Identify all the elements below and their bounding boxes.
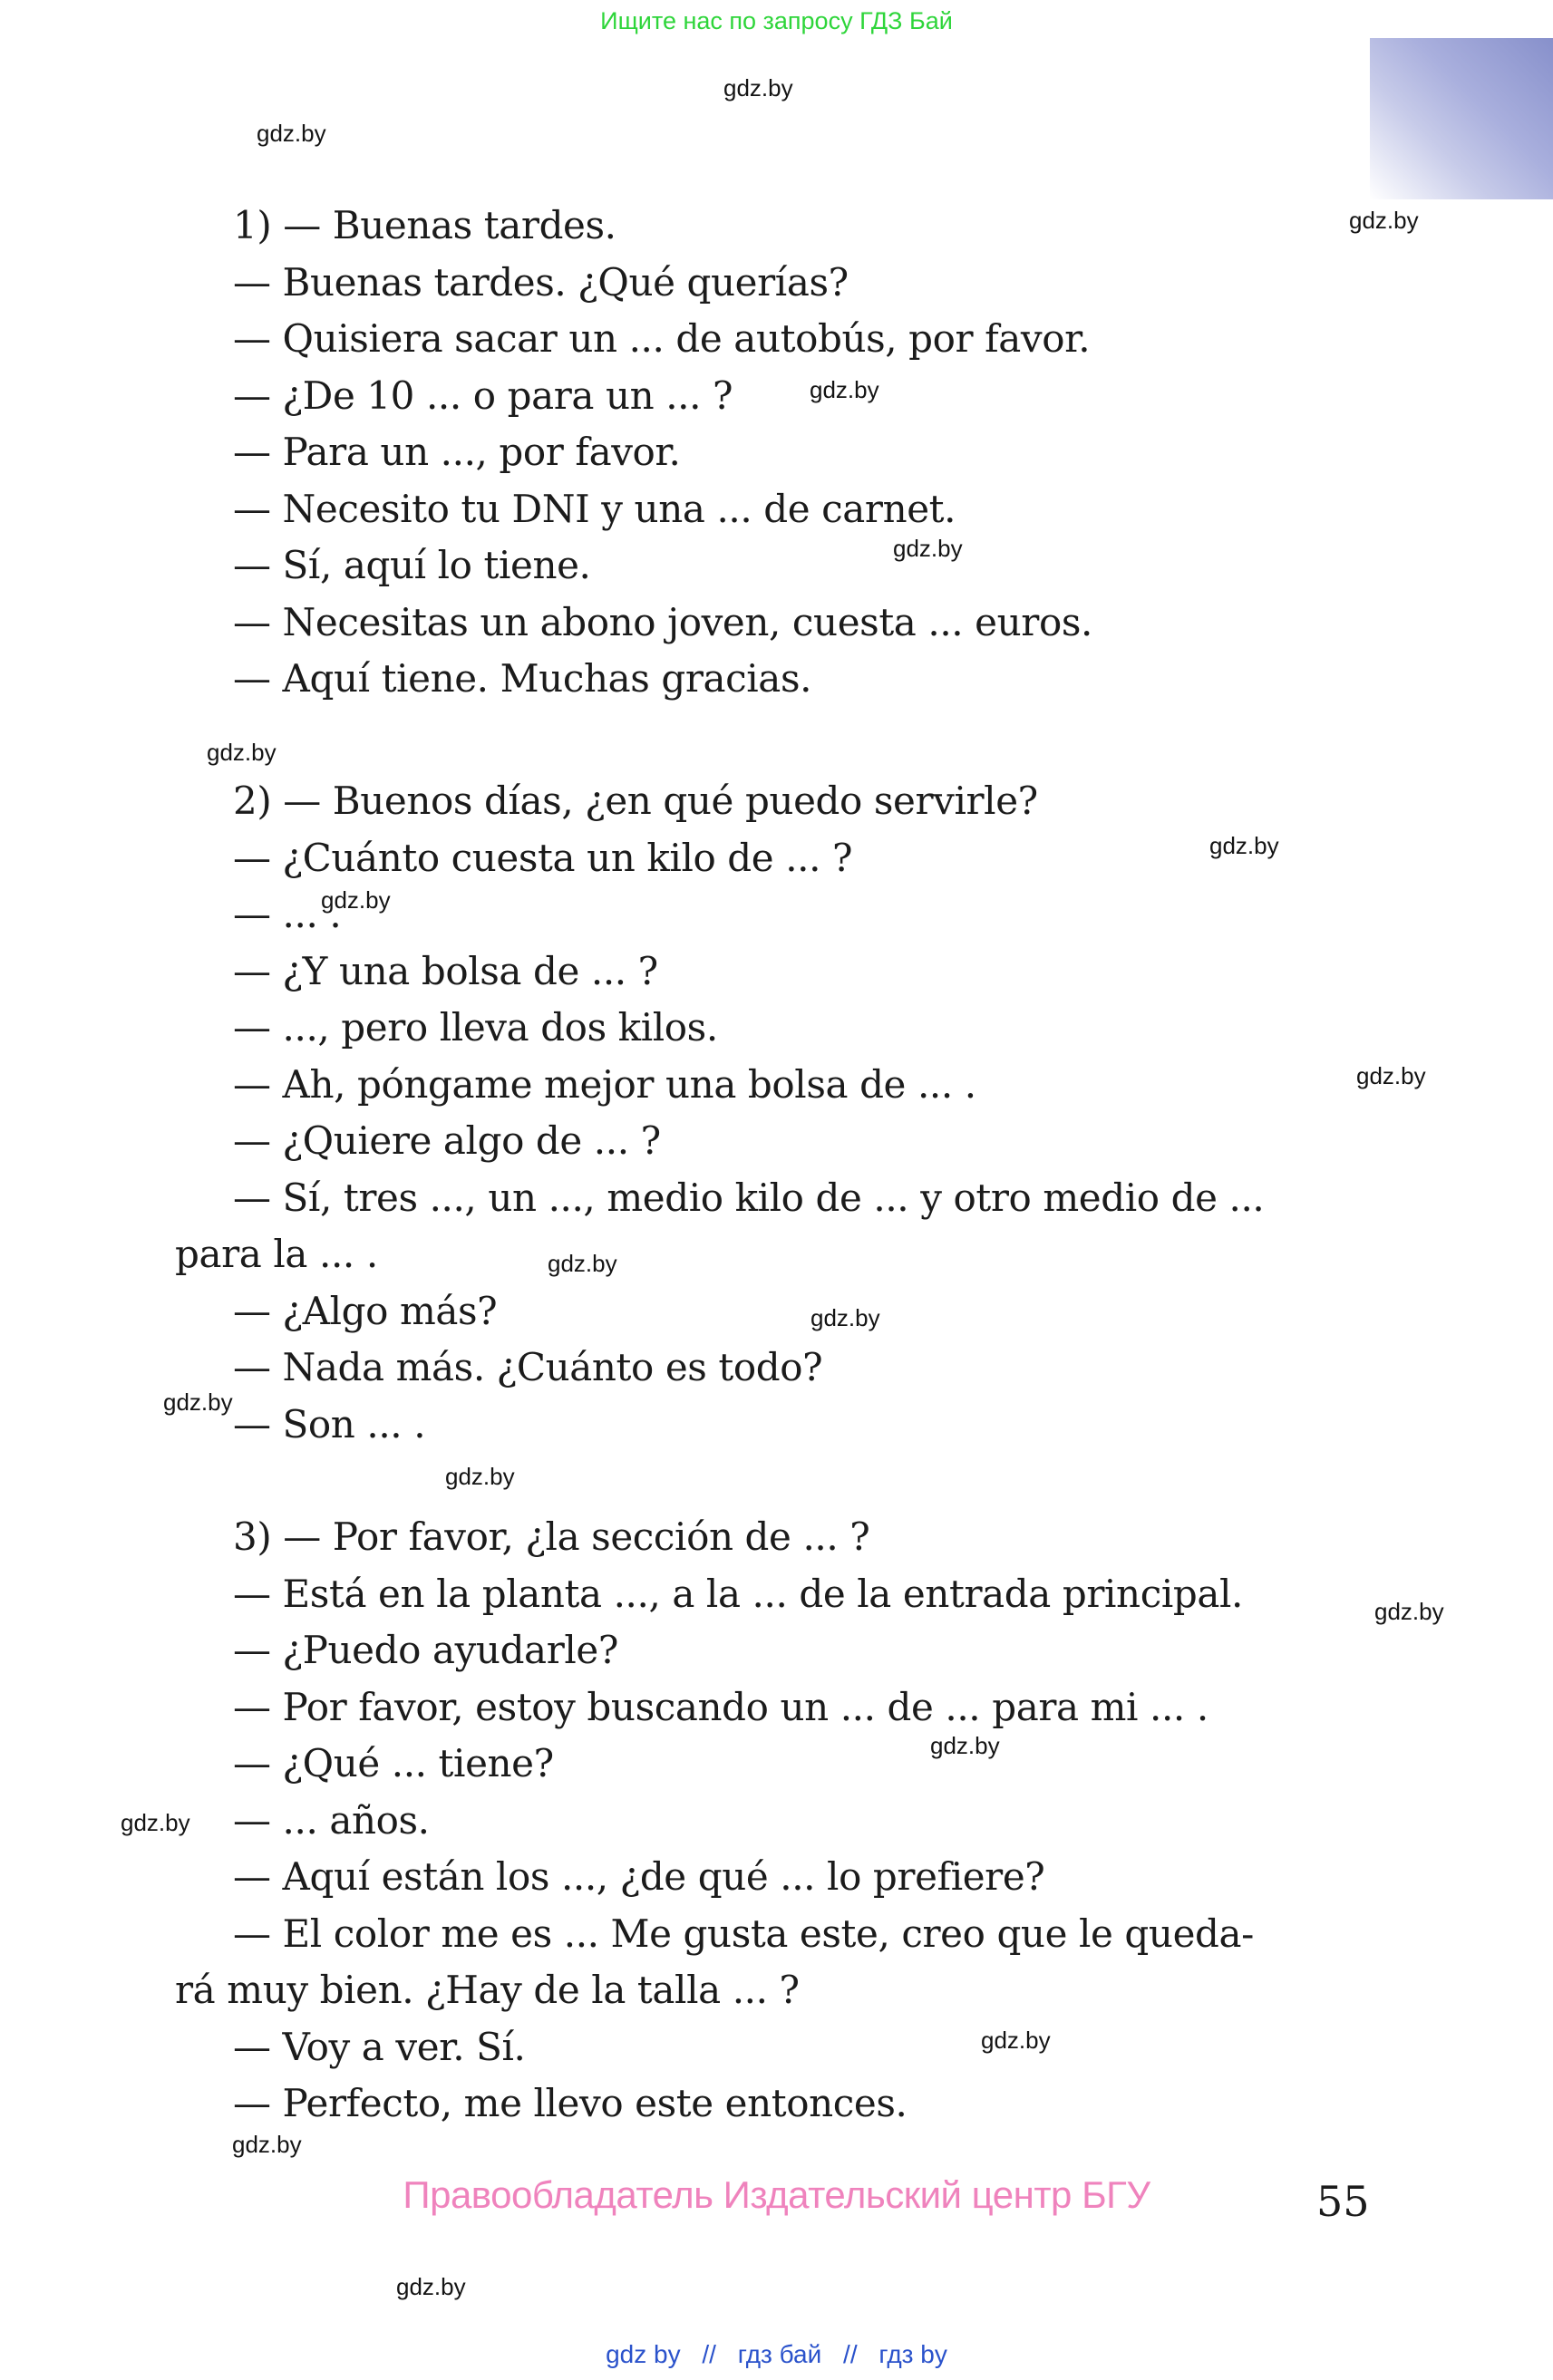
dialogue-line: — Quisiera sacar un ... de autobús, por favor. [233, 316, 1091, 361]
copyright-notice: Правообладатель Издательский центр БГУ [403, 2173, 1150, 2216]
dialogue-line: — ¿De 10 ... o para un ... ? [233, 372, 733, 418]
footer-link-gdz-by[interactable]: gdz by [606, 2340, 681, 2368]
dialogue-line: — Aquí están los ..., ¿de qué ... lo prefiere? [233, 1854, 1045, 1899]
dialogue-line: — ¿Y una bolsa de ... ? [233, 948, 658, 993]
gdz-watermark: gdz.by [893, 535, 963, 562]
gdz-watermark: gdz.by [396, 2273, 466, 2300]
gdz-watermark: gdz.by [163, 1388, 233, 1416]
dialogue-line: 1) — Buenas tardes. [233, 203, 616, 247]
dialogue-line: 3) — Por favor, ¿la sección de ... ? [233, 1514, 870, 1559]
gdz-watermark: gdz.by [1356, 1062, 1426, 1089]
footer-link-gdz-by-2[interactable]: гдз by [878, 2340, 947, 2368]
dialogue-line: — ... años. [233, 1797, 430, 1843]
dialogue-line: rá muy bien. ¿Hay de la talla ... ? [175, 1968, 800, 2012]
gdz-watermark: gdz.by [257, 120, 326, 147]
dialogue-line: — ¿Cuánto cuesta un kilo de ... ? [233, 835, 853, 880]
dialogue-line: — Sí, aquí lo tiene. [233, 543, 591, 587]
dialogue-line: — ... . [233, 892, 342, 936]
gdz-watermark: gdz.by [1374, 1598, 1444, 1625]
gdz-watermark: gdz.by [207, 739, 277, 766]
dialogue-line: — Ah, póngame mejor una bolsa de ... . [233, 1061, 976, 1107]
gdz-watermark: gdz.by [810, 376, 879, 403]
dialogue-line: — Perfecto, me llevo este entonces. [233, 2081, 908, 2125]
gdz-watermark: gdz.by [723, 74, 793, 102]
dialogue-line: — Está en la planta ..., a la ... de la entrada principal. [233, 1571, 1243, 1616]
dialogue-section-3 [175, 1509, 1254, 2133]
footer-link-gdz-bai[interactable]: гдз бай [737, 2340, 822, 2368]
dialogue-line: — ..., pero lleva dos kilos. [233, 1005, 718, 1050]
dialogue-section-1 [175, 198, 1092, 708]
dialogue-line: — Son ... . [233, 1401, 426, 1446]
dialogue-line: — Sí, tres ..., un ..., medio kilo de ... y otro medio de ... [233, 1175, 1265, 1220]
dialogue-line: — Necesitas un abono joven, cuesta ... euros. [233, 599, 1092, 644]
dialogue-line: 2) — Buenos días, ¿en qué puedo servirle? [233, 779, 1038, 823]
dialogue-line: — Buenas tardes. ¿Qué querías? [233, 259, 849, 305]
gdz-watermark: gdz.by [445, 1463, 515, 1490]
gdz-watermark: gdz.by [981, 2027, 1051, 2054]
gdz-watermark: gdz.by [232, 2131, 302, 2158]
dialogue-line: — Voy a ver. Sí. [233, 2024, 526, 2069]
gdz-watermark: gdz.by [548, 1250, 617, 1277]
dialogue-line: para la ... . [175, 1232, 378, 1276]
promo-banner: Ищите нас по запросу ГДЗ Бай [600, 7, 953, 34]
dialogue-line: — ¿Qué ... tiene? [233, 1741, 554, 1785]
page-number: 55 [1316, 2177, 1370, 2226]
dialogue-line: — Por favor, estoy buscando un ... de ... para mi ... . [233, 1684, 1208, 1729]
gdz-watermark: gdz.by [1209, 832, 1279, 859]
footer-link-separator: // [702, 2340, 716, 2368]
dialogue-line: — ¿Quiere algo de ... ? [233, 1118, 661, 1163]
dialogue-line: — ¿Puedo ayudarle? [233, 1628, 618, 1672]
dialogue-line: — El color me es ... Me gusta este, creo que le queda- [233, 1911, 1254, 1956]
gdz-watermark: gdz.by [930, 1732, 1000, 1759]
gdz-watermark: gdz.by [121, 1809, 190, 1836]
dialogue-line: — Nada más. ¿Cuánto es todo? [233, 1345, 823, 1389]
footer-link-separator: // [843, 2340, 858, 2368]
dialogue-line: — Para un ..., por favor. [233, 430, 681, 474]
footer-links [0, 2340, 1553, 2369]
dialogue-line: — Aquí tiene. Muchas gracias. [233, 656, 812, 701]
gdz-watermark: gdz.by [321, 886, 391, 914]
corner-gradient-decoration [1370, 38, 1553, 199]
gdz-watermark: gdz.by [810, 1304, 880, 1331]
gdz-watermark: gdz.by [1349, 207, 1419, 234]
dialogue-line: — ¿Algo más? [233, 1288, 498, 1333]
dialogue-line: — Necesito tu DNI y una ... de carnet. [233, 486, 956, 531]
dialogue-section-2 [175, 773, 1264, 1453]
